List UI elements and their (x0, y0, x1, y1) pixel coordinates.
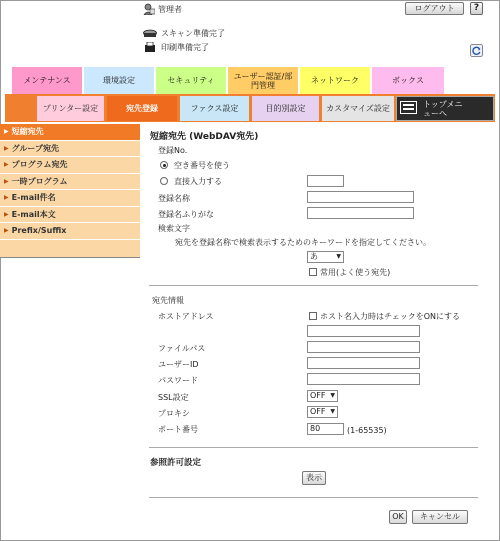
subtab-address[interactable]: 宛先登録 (107, 96, 177, 121)
menu-item-label: 一時プログラム (11, 176, 68, 186)
port-input[interactable]: 80 (307, 423, 344, 435)
arrow-right-icon: ▶ (4, 161, 9, 169)
menu-item-label: Prefix/Suffix (11, 226, 67, 236)
user-id-label: ユーザーID (158, 360, 199, 369)
radio-auto-label: 空き番号を使う (174, 161, 230, 170)
file-path-input[interactable] (307, 341, 420, 353)
search-description: 宛先を登録名称で検索表示するためのキーワードを指定してください。 (175, 238, 431, 247)
frequent-checkbox[interactable] (309, 268, 317, 276)
menu-item-label: プログラム宛先 (11, 160, 68, 170)
divider (149, 497, 478, 498)
ssl-value: OFF (310, 391, 326, 400)
chevron-down-icon: ▼ (330, 408, 335, 415)
menu-item-temp-program[interactable] (0, 174, 140, 191)
menu-item-program[interactable] (0, 157, 140, 174)
arrow-right-icon: ▶ (4, 144, 9, 152)
tab-box[interactable]: ボックス (372, 67, 444, 94)
ssl-select[interactable] (307, 390, 338, 402)
reg-name-label: 登録名称 (158, 194, 190, 203)
port-label: ポート番号 (158, 425, 198, 434)
tab-network[interactable]: ネットワーク (300, 67, 370, 94)
cancel-button[interactable]: キャンセル (412, 510, 468, 524)
reg-no-input[interactable] (307, 175, 344, 187)
arrow-right-icon: ▶ (4, 227, 9, 235)
scan-status (143, 28, 225, 39)
reg-name-input[interactable] (307, 191, 414, 203)
user-id-input[interactable] (307, 357, 420, 369)
menu-item-label: E-mail件名 (11, 193, 56, 203)
proxy-label: プロキシ (158, 409, 190, 418)
port-range-hint: (1-65535) (347, 426, 387, 435)
reg-furigana-label: 登録名ふりがな (158, 210, 214, 219)
print-status-text: 印刷準備完了 (161, 43, 209, 52)
menu-item-prefix-suffix[interactable] (0, 223, 140, 240)
dest-info-label: 宛先情報 (152, 296, 184, 305)
radio-direct-label: 直接入力する (174, 177, 222, 186)
search-char-value: あ (310, 252, 318, 261)
chevron-down-icon: ▼ (330, 392, 335, 399)
password-input[interactable] (307, 373, 420, 385)
top-menu-label: トップメニューへ (423, 99, 463, 118)
tab-maintenance[interactable]: メンテナンス (12, 67, 82, 94)
subtab-fax[interactable]: ファクス設定 (180, 96, 249, 121)
password-label: パスワード (158, 376, 198, 385)
user-admin-icon (143, 3, 155, 15)
radio-direct-input[interactable] (160, 177, 168, 185)
arrow-right-icon: ▶ (4, 194, 9, 202)
arrow-right-icon: ▶ (4, 128, 9, 136)
ssl-label: SSL設定 (158, 393, 189, 402)
arrow-right-icon: ▶ (4, 210, 9, 218)
logout-button[interactable]: ログアウト (405, 2, 464, 15)
menu-item-email-body[interactable] (0, 207, 140, 224)
printer-icon (143, 42, 157, 53)
tab-security[interactable]: セキュリティ (156, 67, 226, 94)
proxy-value: OFF (310, 407, 326, 416)
display-button[interactable]: 表示 (302, 471, 326, 485)
proxy-select[interactable] (307, 406, 338, 418)
host-label: ホストアドレス (158, 312, 214, 321)
menu-item-label: グループ宛先 (11, 143, 59, 153)
menu-item-label: 短縮宛先 (11, 127, 44, 137)
reg-no-label: 登録No. (158, 146, 188, 155)
radio-auto-number[interactable] (160, 161, 168, 169)
tab-environment[interactable]: 環境設定 (84, 67, 154, 94)
arrow-right-icon: ▶ (4, 177, 9, 185)
user-label: 管理者 (158, 5, 182, 14)
subtab-customize[interactable]: カスタマイズ設定 (322, 96, 394, 121)
chevron-down-icon: ▼ (336, 253, 341, 260)
host-address-input[interactable] (307, 325, 420, 337)
divider (149, 447, 478, 448)
search-label: 検索文字 (158, 224, 190, 233)
subtab-printer[interactable]: プリンター設定 (37, 96, 104, 121)
print-status (143, 42, 209, 53)
help-button[interactable]: ? (470, 2, 483, 15)
scanner-icon (143, 28, 157, 39)
tab-user-auth[interactable]: ユーザー認証/部門管理 (228, 67, 298, 94)
page-title: 短縮宛先 (WebDAV宛先) (150, 132, 259, 142)
frequent-label: 常用(よく使う宛先) (320, 268, 391, 277)
refresh-icon[interactable] (470, 44, 483, 57)
search-char-select[interactable] (307, 251, 344, 263)
left-menu (0, 124, 140, 258)
ref-perm-label: 参照許可設定 (150, 458, 202, 468)
menu-item-group[interactable] (0, 141, 140, 158)
reg-furigana-input[interactable] (307, 207, 414, 219)
menu-item-speed-dial[interactable] (0, 124, 140, 141)
ok-button[interactable]: OK (389, 510, 407, 524)
menu-item-email-subject[interactable] (0, 190, 140, 207)
menu-item-label: E-mail本文 (11, 209, 56, 219)
scan-status-text: スキャン準備完了 (161, 29, 225, 38)
top-menu-icon (400, 101, 417, 114)
subtab-purpose[interactable]: 目的別設定 (252, 96, 319, 121)
file-path-label: ファイルパス (158, 344, 206, 353)
divider (149, 285, 478, 286)
host-name-checkbox[interactable] (309, 312, 317, 320)
host-name-check-label: ホスト名入力時はチェックをONにする (320, 312, 461, 321)
